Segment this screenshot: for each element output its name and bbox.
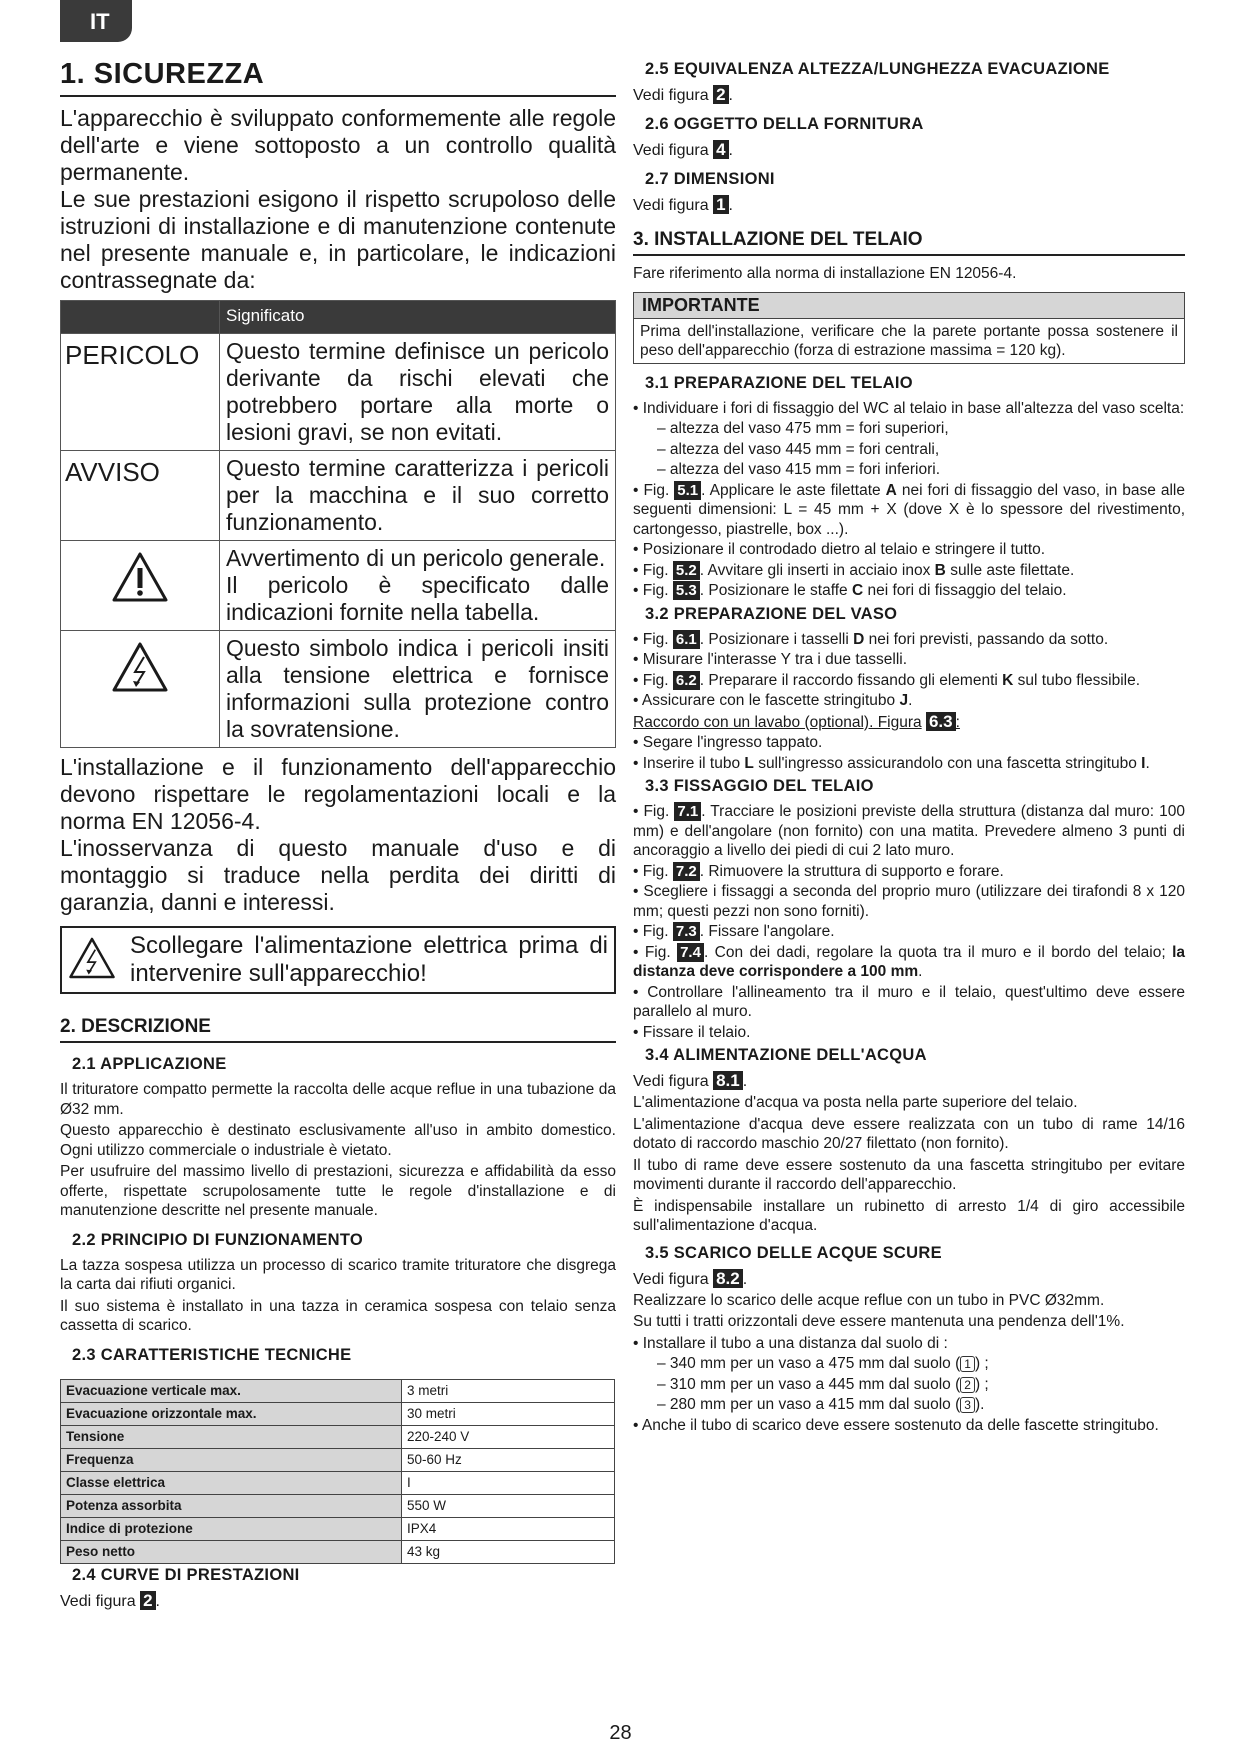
section-2-4-title: 2.4 CURVE DI PRESTAZIONI (72, 1565, 300, 1584)
s34-figure-ref: Vedi figura 8.1 . (633, 1071, 748, 1090)
figure-badge: 5.3 (673, 581, 700, 600)
table-row (61, 1402, 615, 1425)
part-letter: L (744, 754, 754, 772)
important-box (633, 292, 1185, 364)
specs-table (60, 1379, 615, 1564)
s22-paragraph: La tazza sospesa utilizza un processo di scarico tramite trituratore che disgrega la carta dai rifiuti organici. (60, 1256, 616, 1293)
safety-paragraph-2: Le sue prestazioni esigono il rispetto scrupoloso delle istruzioni di installazione e di manutenzione contenute nel presente manuale e, in particolare, le indicazioni contrassegnate da: (60, 186, 616, 293)
section-2-2-title: 2.2 PRINCIPIO DI FUNZIONAMENTO (72, 1230, 364, 1249)
list-item: • Fissare il telaio. (633, 1023, 751, 1041)
list-item: • Posizionare il controdado dietro al telaio e stringere il tutto. (633, 541, 1046, 558)
list-item: • Anche il tubo di scarico deve essere sostenuto da delle fascette stringitubo. (633, 1416, 1159, 1434)
figure-ref-text: Vedi figura (633, 1073, 709, 1090)
part-letter: B (934, 561, 946, 579)
s34-paragraph: Il tubo di rame deve essere sostenuto da una fascetta stringitubo per evitare movimenti durante il raccordo dell'apparecchio. (633, 1156, 1185, 1193)
s26-figure-ref: Vedi figura 4 . (633, 140, 733, 159)
left-column (60, 58, 616, 1617)
figure-badge: 7.4 (677, 943, 704, 962)
electric-hazard-icon (68, 933, 116, 988)
list-item: • Fig. 6.1 . Posizionare i tasselli D nei fori previsti, passando da sotto. (633, 630, 1109, 648)
spec-key: Frequenza (61, 1448, 402, 1471)
list-item: • Fig. 5.1 . Applicare le aste filettate A nei fori di fissaggio del vaso, in base alle seguenti dimensioni: L = 45 mm + X (dove X è lo spessore del rivestimento, cartongesso, piastrelle, box ...). (633, 481, 1185, 538)
section-3-3-title: 3.3 FISSAGGIO DEL TELAIO (645, 777, 874, 795)
table-row (61, 631, 616, 748)
list-item: • Fig. 6.2 . Preparare il raccordo fissando gli elementi K sul tubo flessibile. (633, 671, 1141, 689)
table-row (61, 1540, 615, 1563)
signal-words-table (60, 300, 616, 748)
s35-paragraph: Realizzare lo scarico delle acque reflue con un tubo in PVC Ø32mm. (633, 1291, 1105, 1309)
table-row (61, 1425, 615, 1448)
figure-badge: 6.1 (673, 630, 700, 649)
s33-list (633, 802, 1185, 1042)
section-2-title: 2. DESCRIZIONE (60, 1016, 616, 1043)
table-row (61, 1448, 615, 1471)
list-item: • Installare il tubo a una distanza dal suolo di : (633, 1334, 948, 1352)
list-item: • Inserire il tubo L sull'ingresso assicurandolo con una fascetta stringitubo I. (633, 754, 1150, 772)
section-2-6-title: 2.6 OGGETTO DELLA FORNITURA (645, 115, 924, 133)
list-item: – 310 mm per un vaso a 445 mm dal suolo ( 2 ) ; (657, 1375, 989, 1393)
list-item: • Fig. 7.2 . Rimuovere la struttura di supporto e forare. (633, 862, 1004, 880)
desc-general-warning-detail: Il pericolo è specificato dalle indicazioni fornite nella tabella. (226, 572, 609, 625)
spec-key: Tensione (61, 1425, 402, 1448)
safety-paragraph-1: L'apparecchio è sviluppato conformemente alle regole dell'arte e viene sottoposto a un controllo qualità permanente. (60, 105, 616, 185)
figure-badge: 5.1 (674, 481, 701, 500)
important-body: Prima dell'installazione, verificare che la parete portante possa sostenere il peso dell'apparecchio (forza di estrazione massima = 120 kg). (640, 322, 1178, 359)
part-letter: K (1002, 671, 1014, 689)
table-row (61, 1379, 615, 1402)
page-number: 28 (609, 1722, 632, 1744)
desc-pericolo: Questo termine definisce un pericolo derivante da rischi elevati che potrebbero portare alla morte o lesioni gravi, se non evitati. (220, 334, 616, 451)
s35-figure-ref: Vedi figura 8.2 . (633, 1268, 748, 1288)
table-header-meaning: Significato (220, 301, 616, 334)
figure-badge: 7.3 (673, 922, 700, 941)
section-2-3-title: 2.3 CARATTERISTICHE TECNICHE (72, 1345, 352, 1364)
electric-warning-box (60, 926, 616, 994)
figure-ref-text: Vedi figura (633, 142, 709, 159)
s31-list (633, 399, 1185, 601)
list-item: • Assicurare con le fascette stringitubo J. (633, 692, 913, 709)
part-letter: A (885, 481, 897, 499)
desc-avviso: Questo termine caratterizza i pericoli per la macchina e il suo corretto funzionamento. (220, 451, 616, 541)
figure-ref-text: Vedi figura (633, 87, 709, 104)
spec-value: I (402, 1471, 615, 1494)
right-column (633, 60, 1185, 1436)
term-avviso: AVVISO (61, 451, 220, 541)
safety-paragraph-4: L'inosservanza di questo manuale d'uso e di montaggio si traduce nella perdita dei diritti di garanzia, danni e interessi. (60, 835, 616, 915)
term-pericolo: PERICOLO (61, 334, 220, 451)
section-3-2-title: 3.2 PREPARAZIONE DEL VASO (645, 604, 898, 623)
callout-number: 1 (960, 1356, 975, 1372)
section-2-1-title: 2.1 APPLICAZIONE (72, 1055, 227, 1073)
language-tab: IT (60, 0, 132, 42)
s24-figure-ref: Vedi figura 2 . (60, 1590, 160, 1610)
figure-ref-text: Vedi figura (633, 1270, 709, 1288)
figure-ref-text: Vedi figura (633, 197, 709, 214)
figure-badge: 7.1 (674, 802, 701, 821)
list-item: – 340 mm per un vaso a 475 mm dal suolo ( 1 ) ; (657, 1355, 989, 1372)
table-row (61, 541, 616, 631)
safety-paragraph-3: L'installazione e il funzionamento dell'apparecchio devono rispettare le regolamentazioni locali e la norma EN 12056-4. (60, 754, 616, 834)
section-3-title: 3. INSTALLAZIONE DEL TELAIO (633, 229, 1185, 256)
table-row (61, 1471, 615, 1494)
figure-badge: 6.3 (926, 712, 956, 731)
important-heading: IMPORTANTE (634, 293, 1184, 319)
part-letter: D (853, 630, 865, 648)
figure-badge: 8.1 (713, 1071, 743, 1090)
spec-key: Evacuazione verticale max. (61, 1379, 402, 1402)
s35-list (633, 1334, 1185, 1436)
section-3-4-title: 3.4 ALIMENTAZIONE DELL'ACQUA (645, 1046, 927, 1064)
list-item: • Controllare l'allineamento tra il muro e il telaio, quest'ultimo deve essere parallelo al muro. (633, 983, 1185, 1020)
spec-key: Peso netto (61, 1540, 402, 1563)
spec-value: 43 kg (402, 1540, 615, 1563)
list-item: • Fig. 5.3 . Posizionare le staffe C nei fori di fissaggio del telaio. (633, 582, 1067, 599)
electric-warning-text: Scollegare l'alimentazione elettrica prima di intervenire sull'apparecchio! (130, 932, 608, 987)
table-row (61, 1517, 615, 1540)
list-item: – altezza del vaso 415 mm = fori inferiori. (657, 461, 941, 478)
s34-paragraph: È indispensabile installare un rubinetto di arresto 1/4 di giro accessibile sull'alimentazione d'acqua. (633, 1197, 1185, 1234)
part-letter: J (899, 692, 909, 709)
part-letter: I (1141, 754, 1146, 772)
desc-electric-hazard: Questo simbolo indica i pericoli insiti alla tensione elettrica e fornisce informazioni sulla protezione contro la sovratensione. (220, 631, 616, 748)
list-item: • Scegliere i fissaggi a seconda del proprio muro (utilizzare dei tirafondi 8 x 120 mm; questi pezzi non sono forniti). (633, 883, 1185, 920)
spec-value: 550 W (402, 1494, 615, 1517)
figure-badge: 5.2 (673, 561, 700, 580)
warning-triangle-icon (65, 547, 215, 603)
figure-badge: 2 (140, 1591, 155, 1610)
spec-value: 220-240 V (402, 1425, 615, 1448)
electric-hazard-icon (65, 637, 215, 693)
figure-badge: 4 (713, 140, 728, 159)
spec-value: 50-60 Hz (402, 1448, 615, 1471)
spec-key: Potenza assorbita (61, 1494, 402, 1517)
spec-key: Classe elettrica (61, 1471, 402, 1494)
s21-paragraph: Questo apparecchio è destinato esclusivamente all'uso in ambito domestico. Ogni utilizzo commerciale o industriale è vietato. (60, 1122, 616, 1159)
list-item: – 280 mm per un vaso a 415 mm dal suolo ( 3 ). (657, 1396, 985, 1413)
figure-badge: 8.2 (713, 1269, 743, 1288)
list-item: • Fig. 7.4 . Con dei dadi, regolare la quota tra il muro e il bordo del telaio; la distanza deve corrispondere a 100 mm. (633, 943, 1186, 980)
list-item: • Fig. 7.3 . Fissare l'angolare. (633, 923, 835, 940)
list-item: – altezza del vaso 475 mm = fori superiori, (657, 420, 949, 437)
s35-paragraph: Su tutti i tratti orizzontali deve essere mantenuta una pendenza dell'1%. (633, 1313, 1125, 1330)
spec-key: Indice di protezione (61, 1517, 402, 1540)
callout-number: 3 (960, 1397, 975, 1413)
list-item: Raccordo con un lavabo (optional). Figura 6.3 : (633, 711, 960, 731)
s22-paragraph: Il suo sistema è installato in una tazza in ceramica sospesa con telaio senza cassetta di scarico. (60, 1297, 616, 1334)
section-3-5-title: 3.5 SCARICO DELLE ACQUE SCURE (645, 1243, 942, 1262)
figure-badge: 7.2 (673, 862, 700, 881)
list-item: – altezza del vaso 445 mm = fori centrali, (657, 440, 940, 458)
spec-key: Evacuazione orizzontale max. (61, 1402, 402, 1425)
list-item: • Segare l'ingresso tappato. (633, 734, 823, 751)
s21-paragraph: Per usufruire del massimo livello di prestazioni, sicurezza e affidabilità da esso offerte, rispettate scrupolosamente tutte le regole d'installazione e di manutenzione descritte nel presente manuale. (60, 1163, 616, 1219)
table-row (61, 451, 616, 541)
desc-general-warning: Avvertimento di un pericolo generale. (226, 545, 606, 571)
spec-value: 3 metri (402, 1379, 615, 1402)
list-item: • Misurare l'interasse Y tra i due tasselli. (633, 651, 908, 668)
s34-paragraph: L'alimentazione d'acqua deve essere realizzata con un tubo di rame 14/16 dotato di raccordo maschio 20/27 filettato (non fornito). (633, 1115, 1185, 1152)
table-row (61, 334, 616, 451)
s21-paragraph: Il trituratore compatto permette la raccolta delle acque reflue in una tubazione da Ø32 mm. (60, 1081, 616, 1118)
table-row (61, 1494, 615, 1517)
optional-basin-link: Raccordo con un lavabo (optional). Figura (633, 713, 922, 731)
list-item: • Individuare i fori di fissaggio del WC al telaio in base all'altezza del vaso scelta: (633, 399, 1185, 417)
section-2-5-title: 2.5 EQUIVALENZA ALTEZZA/LUNGHEZZA EVACUAZIONE (645, 60, 1110, 78)
spec-value: 30 metri (402, 1402, 615, 1425)
section-3-1-title: 3.1 PREPARAZIONE DEL TELAIO (645, 373, 913, 392)
list-item: • Fig. 7.1 . Tracciare le posizioni previste della struttura (distanza dal muro: 100 mm) e dell'angolare (non fornito) con una matita. Prevedere almeno 3 punti di ancoraggio a livello dei piedi di cui 2 lato muro. (633, 803, 1185, 859)
s25-figure-ref: Vedi figura 2 . (633, 85, 733, 104)
s32-list (633, 630, 1185, 774)
figure-badge: 1 (713, 195, 728, 214)
s3-intro: Fare riferimento alla norma di installazione EN 12056-4. (633, 265, 1017, 282)
figure-ref-text: Vedi figura (60, 1592, 136, 1610)
table-header-blank (61, 301, 220, 334)
section-1-title: 1. SICUREZZA (60, 58, 616, 97)
list-item: • Fig. 5.2 . Avvitare gli inserti in acciaio inox B sulle aste filettate. (633, 561, 1075, 579)
spec-value: IPX4 (402, 1517, 615, 1540)
figure-badge: 2 (713, 85, 728, 104)
figure-badge: 6.2 (673, 671, 700, 690)
callout-number: 2 (960, 1377, 975, 1393)
s34-paragraph: L'alimentazione d'acqua va posta nella parte superiore del telaio. (633, 1094, 1078, 1111)
section-2-7-title: 2.7 DIMENSIONI (645, 170, 775, 188)
part-letter: C (851, 582, 864, 599)
s27-figure-ref: Vedi figura 1 . (633, 195, 733, 214)
